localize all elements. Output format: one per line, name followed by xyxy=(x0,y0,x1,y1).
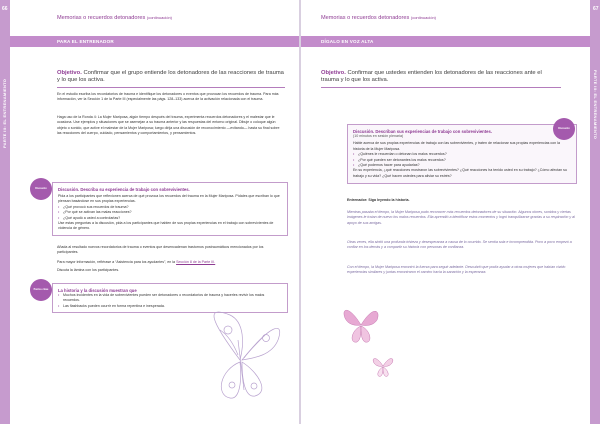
trainer-instruction: Entrenador: Siga leyendo la historia. xyxy=(347,198,410,202)
story-paragraph-2: Otras veces, ella sintió una profunda tristeza y desesperanza a causa de lo ocurrido. Se sentía sola e incomprendida. Poco a poco empezó a confiar en los demás y a compartir su historia con personas de confianza. xyxy=(347,240,572,250)
right-discussion-list xyxy=(353,152,571,168)
right-running-title: Memorias o recuerdos detonadores (continuación) xyxy=(321,15,436,21)
left-paragraph-5: Discuta la lámina con los participantes. xyxy=(57,268,120,272)
left-paragraph-4: Para mayor información, refiérase a “Asistencia para los ayudantes”, en la Sección 8 de la Parte III. xyxy=(57,260,216,264)
keypoints-title: La historia y la discusión muestran que xyxy=(58,288,137,293)
butterfly-small-icon xyxy=(371,352,395,380)
right-objective-label: Objetivo. xyxy=(321,70,346,76)
list-item: • Muchos incidentes en la vida de sobrevivientes pueden ser detonadores o recordatorios de trauma y hacerles revivir los malos recuerdos. xyxy=(58,293,282,304)
left-objective-text: Confirmar que el grupo entiende los detonadores de las reacciones de trauma y lo que los activa. xyxy=(57,70,284,83)
right-page xyxy=(301,0,590,424)
left-page-number: 66 xyxy=(2,6,8,12)
story-paragraph-1: Mientras pasaba el tiempo, la Mujer Mariposa pudo reconocer más recuerdos detonadores de su situación. Algunos olores, sonidos y ciertas imágenes le traían de nuevo los malos recuerdos. Ella aprendió a identificar estos momentos y logró tranquilizarse gracias a su respiración y al apoyo de sus amigas. xyxy=(347,210,575,225)
discussion-badge-icon: Discusión xyxy=(30,178,52,200)
right-section-bar xyxy=(301,36,590,47)
section-link[interactable]: Sección 8 de la Parte III. xyxy=(176,260,216,264)
left-paragraph-2: Haga uso de la Ronda 4: La Mujer Mariposa, algún tiempo después del trauma, experimenta recuerdos detonadores y el malestar que le ocasiona. Use ejemplos y situaciones que se asemejan a su trauma anterior y las respuestas del entorno original. Dibuje o coloque algún objeto o sonido, que active el malestar de la Mujer Mariposa; luego dirija una discusión de reconocimiento —evitando— hasta su final sobre las reacciones del cuerpo, cuidado, pensamientos y comportamientos, y pensamientos. xyxy=(57,115,280,136)
right-side-band xyxy=(590,0,600,424)
left-side-label: PARTE III: EL ENTRENAMIENTO xyxy=(2,78,7,148)
keypoints-badge-icon: Puntos clave xyxy=(30,279,52,301)
list-item: • ¿Qué ayudó a usted a controlarlas? xyxy=(58,216,282,221)
right-discussion-intro: Hable acerca de sus propias experiencias de trabajo con las sobrevivientes, y traten de relacionar sus propias experiencias con la historia de la Mujer Mariposa. xyxy=(353,141,560,151)
list-item: • Las flashbacks pueden ocurrir en forma repentina e inesperada. xyxy=(58,304,282,309)
left-paragraph-1: En el estudio escriba los recordatorios de trauma e identifique los detonadores o eventos que provocan los recuerdos de trauma. Para más información, ver la Sección 1 de la Parte III (especialmente las págs. 128–133) acerca de la activación relacionada con el trauma. xyxy=(57,92,279,102)
right-section-title: DÍGALO EN VOZ ALTA xyxy=(321,38,374,44)
right-side-label: PARTE III: EL ENTRENAMIENTO xyxy=(593,70,598,140)
left-objective xyxy=(57,70,285,88)
right-page-number: 67 xyxy=(593,6,599,12)
left-section-title: PARA EL ENTRENADOR xyxy=(57,38,114,44)
right-discussion-outro: En su experiencia, ¿qué reacciones mostraron las sobrevivientes? ¿Qué reacciones ha tenido usted en su trabajo? ¿Cómo afectan su trabajo y su vida? ¿Qué hacen ustedes para aliviar su estrés? xyxy=(353,168,567,178)
left-discussion-intro: Pida a los participantes que reflexionen acerca de qué provoca los recuerdos del trauma en la Mujer Mariposa. Pídales que escriban lo que piensan basándose en sus propias experiencias. xyxy=(58,194,280,204)
right-objective-text: Confirmar que ustedes entienden los detonadores de las reacciones ante el trauma y lo que los activa. xyxy=(321,70,542,83)
story-paragraph-3: Con el tiempo, la Mujer Mariposa encontró la fuerza para seguir adelante. Descubrió que podía ayudar a otras mujeres que habían vivido experiencias similares y juntas encontraron el camino hacia la sanación y la esperanza. xyxy=(347,265,566,275)
discussion-badge-icon: Discusión xyxy=(553,118,575,140)
left-side-band xyxy=(0,0,10,424)
list-item: • ¿Qué podemos hacer para ayudarlas? xyxy=(353,163,571,168)
right-discussion-box xyxy=(347,124,577,184)
left-discussion-box xyxy=(52,182,288,236)
left-paragraph-3: Añada al resultado nuevos recordatorios de trauma o eventos que desencadenan trastornos postraumáticos mencionados por los participantes. xyxy=(57,245,264,255)
butterfly-pink-icon xyxy=(341,300,381,350)
list-item: • ¿Por qué pueden ser detonantes los malos recuerdos? xyxy=(353,158,571,163)
left-objective-label: Objetivo. xyxy=(57,70,82,76)
list-item: • ¿Qué provocó sus recuerdos de trauma? xyxy=(58,205,282,210)
right-discussion-title: Discusión. Describan sus experiencias de trabajo con sobrevivientes. xyxy=(353,129,492,134)
left-section-bar xyxy=(10,36,300,47)
left-running-sub: (continuación) xyxy=(146,15,172,20)
right-discussion-sub: (10 minutos en sesión plenaria) xyxy=(353,134,404,138)
left-running-title: Memorias o recuerdos detonadores (continuación) xyxy=(57,15,172,21)
right-running-sub: (continuación) xyxy=(410,15,436,20)
left-discussion-list xyxy=(58,205,282,221)
right-objective xyxy=(321,70,561,88)
left-discussion-outro: Use estas preguntas a la discusión, pida a los participantes que hablen de sus propias experiencias en el trabajo con sobrevivientes de violencia de género. xyxy=(58,221,274,231)
butterfly-illustration-icon xyxy=(200,300,290,415)
list-item: • ¿Quiénes le recuerdan o detonan los malos recuerdos? xyxy=(353,152,571,157)
left-page xyxy=(10,0,300,424)
list-item: • ¿Por qué se activan las malas reacciones? xyxy=(58,210,282,215)
left-discussion-title: Discusión. Describa su experiencia de trabajo con sobrevivientes. xyxy=(58,187,190,192)
